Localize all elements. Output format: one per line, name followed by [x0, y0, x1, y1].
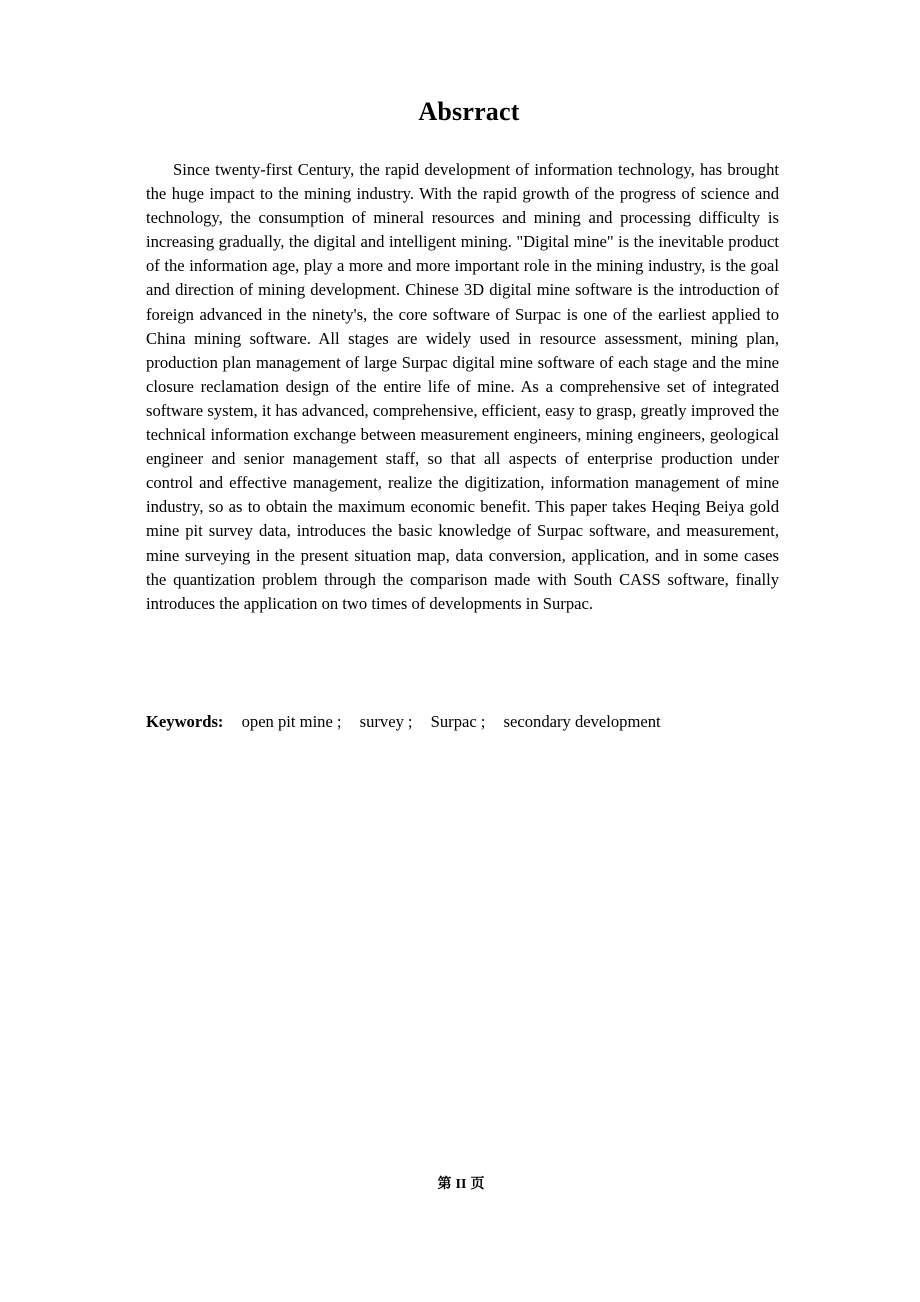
footer-suffix: 页 — [470, 1176, 485, 1192]
keyword-text: survey — [359, 712, 404, 731]
abstract-body: Since twenty-first Century, the rapid development of information technology, has brought the huge impact to the mining industry. With the rapid growth of the progress of science and technology, the consumption of mineral resources and mining and processing difficulty is increasing gradually, the digital and intelligent mining. "Digital mine" is the inevitable product of the information age, play a more and more important role in the mining industry, is the goal and direction of mining development. Chinese 3D digital mine software is the introduction of foreign advanced in the ninety's, the core software of Surpac is one of the earliest applied to China mining software. All stages are widely used in resource assessment, mining plan, production plan management of large Surpac digital mine software of each stage and the mine closure reclamation design of the entire life of mine. As a comprehensive set of integrated software system, it has advanced, comprehensive, efficient, easy to grasp, greatly improved the technical information exchange between measurement engineers, mining engineers, geological engineer and senior management staff, so that all aspects of enterprise production under control and effective management, realize the digitization, information management of mine industry, so as to obtain the maximum economic benefit. This paper takes Heqing Beiya gold mine pit survey data, introduces the basic knowledge of Surpac software, and measurement, mine surveying in the present situation map, data conversion, application, and in some cases the quantization problem through the comparison made with South CASS software, finally introduces the application on two times of developments in Surpac. — [146, 160, 779, 613]
keyword-item — [242, 712, 342, 731]
abstract-title: Absrract — [418, 97, 520, 126]
keyword-item — [431, 712, 486, 731]
keyword-item — [360, 712, 413, 731]
keywords-label: Keywords: — [146, 712, 224, 731]
keyword-separator: ; — [407, 712, 413, 731]
keyword-separator: ; — [480, 712, 486, 731]
keywords-line — [146, 710, 786, 734]
footer-prefix: 第 — [437, 1176, 452, 1192]
keyword-text: secondary development — [503, 712, 661, 731]
keyword-item — [504, 712, 661, 731]
page-number: II — [455, 1177, 467, 1192]
page-footer — [0, 1174, 920, 1195]
keyword-text: Surpac — [430, 712, 477, 731]
keyword-text: open pit mine — [241, 712, 333, 731]
keyword-separator: ; — [336, 712, 342, 731]
